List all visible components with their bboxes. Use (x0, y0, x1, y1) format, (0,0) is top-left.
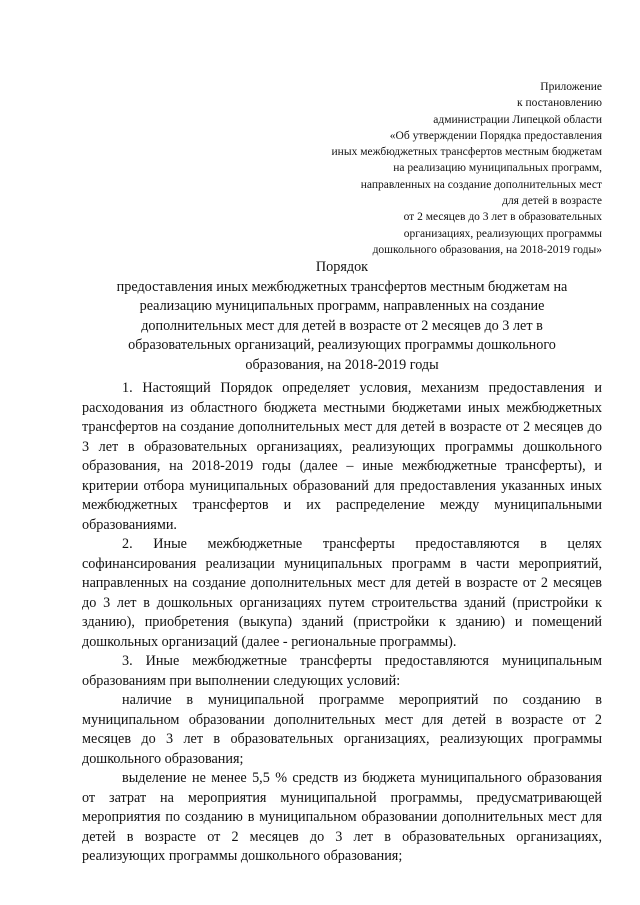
title-heading: Порядок (315, 259, 369, 275)
appendix-line: направленных на создание дополнительных мест (360, 178, 602, 191)
appendix-line: к постановлению (517, 97, 602, 110)
condition-item-2: выделение не менее 5,5 % средств из бюджета муниципального образования от затрат на мероприятия муниципальной программы, предусматривающей мероприятия по созданию в муниципальном образовании дополнительных мест для детей в возрасте от 2 месяцев до 3 лет в образовательных организациях, реализующих программы дошкольного образования; (82, 770, 602, 864)
appendix-line: на реализацию муниципальных программ, (393, 162, 602, 175)
appendix-line: «Об утверждении Порядка предоставления (389, 129, 602, 142)
paragraph-2: 2. Иные межбюджетные трансферты предоставляются в целях софинансирования реализации муниципальных программ в части мероприятий, направленных на создание дополнительных мест для детей в возрасте от 2 месяцев до 3 лет в дошкольных организациях путем строительства зданий (пристройки к зданию), приобретения (выкупа) зданий (пристройки к зданию) и помещений дошкольных организаций (далее - региональные программы). (82, 536, 602, 650)
condition-item-1: наличие в муниципальной программе мероприятий по созданию в муниципальном образовании дополнительных мест для детей в возрасте от 2 месяцев до 3 лет в образовательных организациях, реализующих программы дошкольного образования; (82, 692, 602, 767)
appendix-line: иных межбюджетных трансфертов местным бюджетам (331, 146, 602, 159)
title-line: реализацию муниципальных программ, направленных на создание (139, 298, 545, 314)
appendix-line: организациях, реализующих программы (403, 227, 602, 240)
paragraph-3: 3. Иные межбюджетные трансферты предоставляются муниципальным образованиям при выполнении следующих условий: (82, 653, 602, 689)
title-line: образования, на 2018-2019 годы (245, 356, 439, 373)
title-line: дополнительных мест для детей в возрасте от 2 месяцев до 3 лет в (141, 317, 543, 334)
title-line: образовательных организаций, реализующих программы дошкольного (128, 337, 556, 353)
paragraph-1: 1. Настоящий Порядок определяет условия, механизм предоставления и расходования из областного бюджета местными бюджетами иных межбюджетных трансфертов на создание дополнительных мест для детей в возрасте от 2 месяцев до 3 лет в образовательных организациях, реализующих программы дошкольного образования, на 2018-2019 годы (далее – иные межбюджетные трансферты), и критерии отбора муниципальных образований для предоставления указанных иных межбюджетных трансфертов и их распределение между муниципальными образованиями. (82, 380, 602, 533)
title-line: предоставления иных межбюджетных трансфертов местным бюджетам на (116, 278, 568, 295)
appendix-line: администрации Липецкой области (433, 113, 602, 126)
appendix-header (262, 79, 602, 258)
document-body (82, 379, 602, 867)
appendix-line: для детей в возрасте (502, 195, 602, 208)
appendix-line: от 2 месяцев до 3 лет в образовательных (403, 211, 602, 224)
document-title (82, 258, 602, 375)
appendix-line: дошкольного образования, на 2018-2019 годы» (372, 243, 602, 256)
appendix-line: Приложение (540, 81, 602, 93)
